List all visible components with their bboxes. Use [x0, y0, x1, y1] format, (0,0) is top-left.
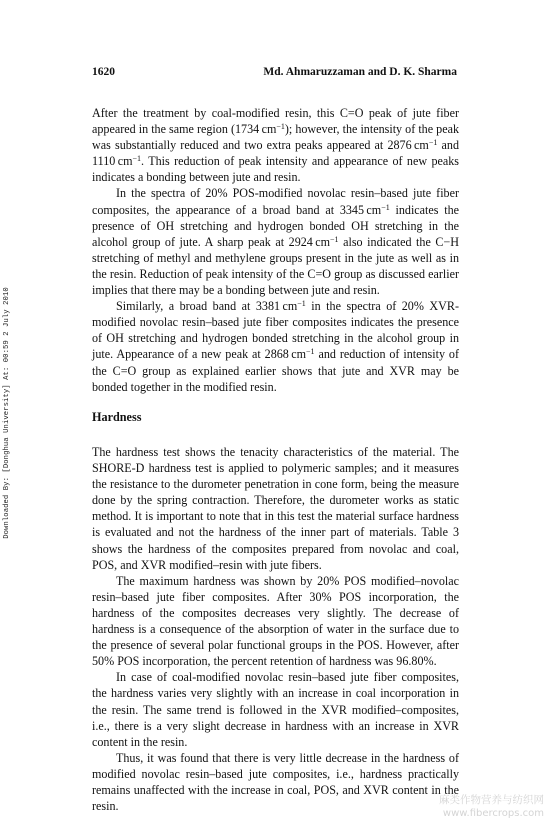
paragraph-hardness-conclusion: Thus, it was found that there is very little decrease in the hardness of modified novolac resin–based jute composites, i.e., hardness practically remains unaffected with the increase in coal, POS, and XVR content in the resin. — [92, 750, 459, 814]
paragraph-hardness-test: The hardness test shows the tenacity characteristics of the material. The SHORE-D hardness test is applied to polymeric samples; and it measures the resistance to the durometer penetration in cone form, being the measure done by the spring contraction. Therefore, the durometer works as static method. It is important to note that in this test the material surface hardness is evaluated and not the hardness of the inner part of materials. Table 3 shows the hardness of the composites prepared from novolac and coal, POS, and XVR modified–resin with jute fibers. — [92, 445, 459, 572]
paragraph-coal-modified-peak: After the treatment by coal-modified resin, this C=O peak of jute fiber appeared in the same region (1734 $cm^{-1}$); however, the intensity of the peak was substantially reduced and two extra peaks appeared at 2876 $cm^{-1}$ and 1110 $cm^{-1}$. This reduction of peak intensity and appearance of new peaks indicates a bonding between jute and resin. — [92, 106, 460, 185]
watermark-site-name: 麻类作物营养与纺织网 — [439, 794, 544, 806]
paragraph-pos-spectra: In the spectra of 20% POS-modified novolac resin–based jute fiber composites, the appearance of a broad band at 3345 $cm^{-1}$ indicates the presence of OH stretching and hydrogen bonded OH stretching in the alcohol group of jute. A sharp peak at 2924 $cm^{-1}$ also indicated the C−H stretching of methyl and methylene groups present in the jute as well as in the resin. Reduction of peak intensity of the C=O group as discussed earlier implies that there may be a bonding between jute and resin. — [92, 186, 459, 298]
running-header-authors: Md. Ahmaruzzaman and D. K. Sharma — [263, 66, 457, 78]
paragraph-coal-hardness: In case of coal-modified novolac resin–based jute fiber composites, the hardness varies very slightly with an increase in coal incorporation in the resin. The same trend is followed in the XVR modified–composites, i.e., there is a very slight decrease in hardness with an increase in XVR content in the resin. — [92, 670, 459, 749]
page-number: 1620 — [92, 66, 115, 78]
section-heading-hardness: Hardness — [92, 410, 142, 424]
spectra-discussion — [92, 105, 459, 395]
paragraph-max-hardness: The maximum hardness was shown by 20% POS modified–novolac resin–based jute fiber composites. After 30% POS incorporation, the hardness of the composites decreases very slightly. The decrease of hardness is a consequence of the absorption of water in the surface due to the presence of several polar functional groups in the POS. However, after 50% POS incorporation, the percent retention of hardness was 96.80%. — [92, 573, 459, 669]
watermark-url: www.fibercrops.com — [442, 808, 544, 819]
download-stamp — [0, 278, 14, 548]
site-watermark — [439, 794, 544, 820]
download-stamp-text: Downloaded By: [Donghua University] At: 00:59 2 July 2010 — [3, 287, 11, 539]
hardness-section-body — [92, 444, 459, 814]
paragraph-xvr-spectra: Similarly, a broad band at 3381 $cm^{-1}$ in the spectra of 20% XVR-modified novolac resin–based jute fiber composites indicates the presence of OH stretching and hydrogen bonded stretching in the alcohol group in jute. Appearance of a new peak at 2868 $cm^{-1}$ and reduction of intensity of the C=O group as explained earlier shows that jute and XVR may be bonded together in the modified resin. — [92, 299, 459, 394]
